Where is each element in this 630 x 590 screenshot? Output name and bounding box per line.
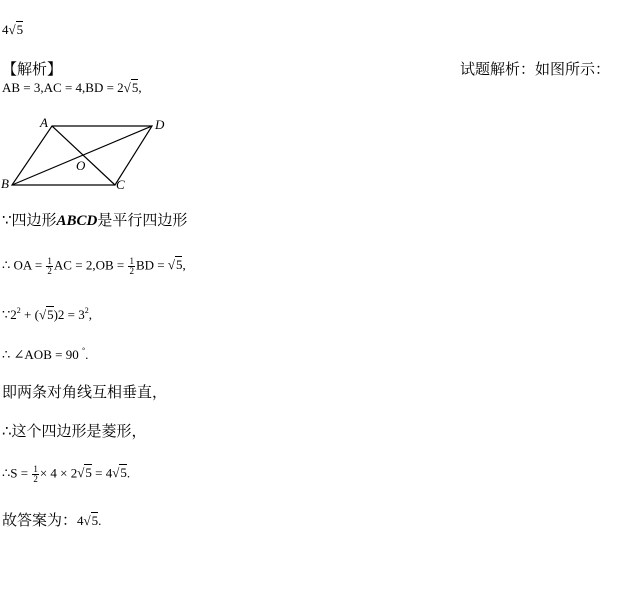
top-answer: 4√5 — [2, 22, 24, 37]
given-values: AB = 3,AC = 4,BD = 2√5, — [2, 80, 142, 95]
analysis-intro: 试题解析：如图所示： — [460, 60, 611, 78]
final-answer: 故答案为：4√5. — [2, 511, 102, 529]
step-parallelogram: ∵四边形ABCD是平行四边形 — [2, 211, 188, 229]
step-angle: ∴ ∠AOB = 90 °. — [2, 346, 89, 362]
label-d: D — [155, 117, 165, 132]
parallelogram-figure — [0, 115, 200, 200]
step-pythagoras: $\because 2^2 + (√5)2 = 3^2$, — [2, 306, 93, 322]
label-b: B — [1, 176, 9, 191]
diagonal-bd — [12, 126, 152, 185]
step-rhombus: ∴这个四边形是菱形， — [2, 422, 147, 440]
sqrt-5: √5 — [8, 22, 24, 37]
label-c: C — [116, 177, 125, 192]
analysis-tag: 【解析】 — [2, 60, 63, 78]
label-o: O — [76, 158, 86, 173]
step-area: ∴S = $\frac{1}{2}$ × 4 × 2√5 = 4√5. — [2, 464, 131, 484]
step-perpendicular: 即两条对角线互相垂直， — [2, 383, 168, 401]
step-halves: ∴ OA = $\frac{1}{2}$ AC = 2,OB = $\frac{1}{2}$ BD = √5, — [2, 256, 186, 276]
label-a: A — [40, 115, 48, 130]
